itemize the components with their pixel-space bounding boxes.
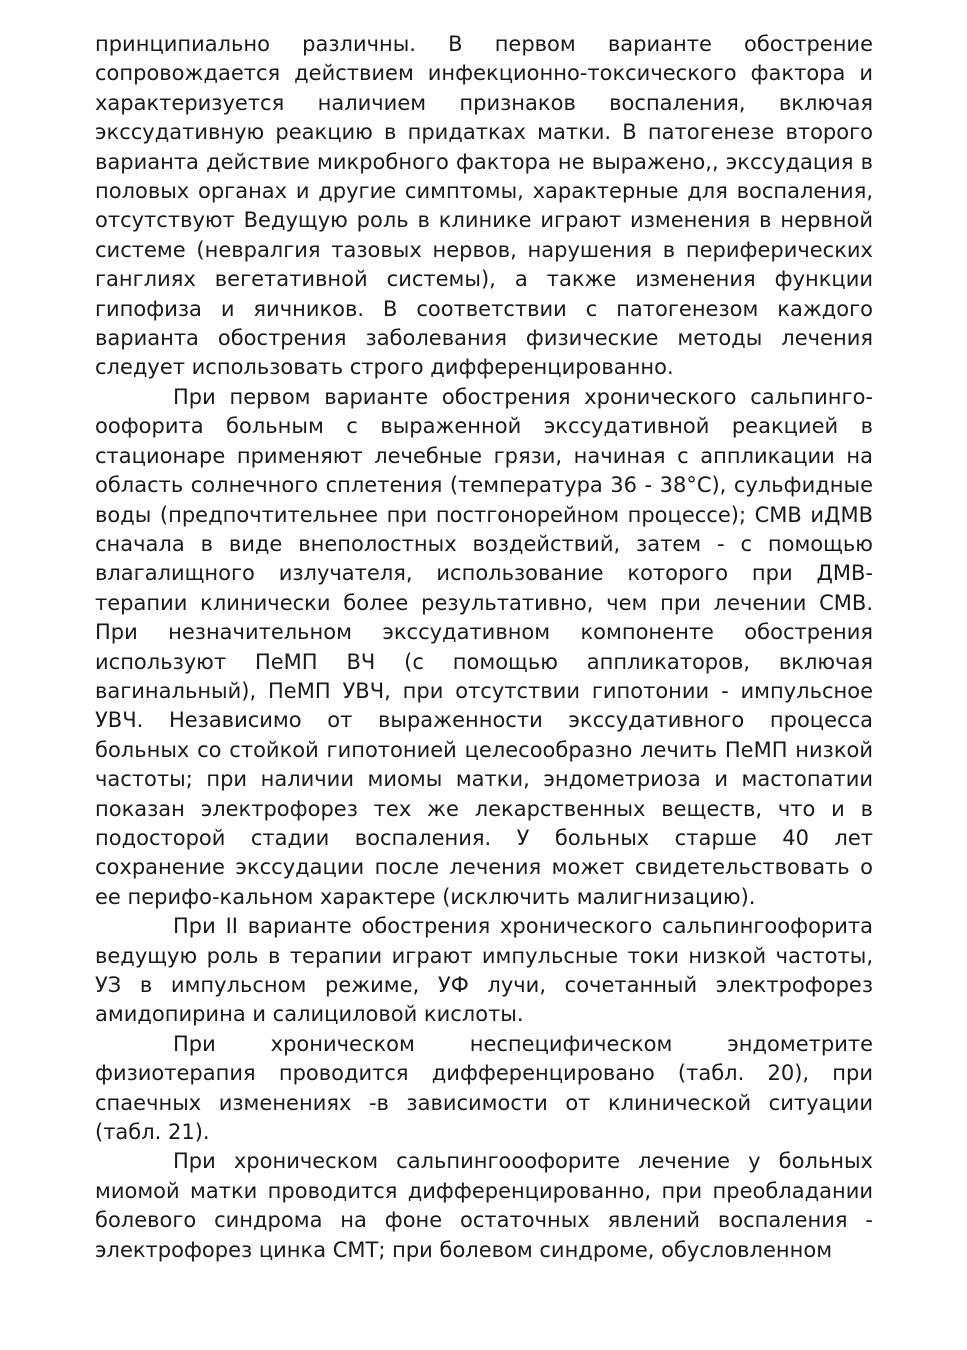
paragraph-continuation: принципиально различны. В первом варианте обострение сопровождается действием инфекционно-токсического фактора и характеризуется наличием признаков воспаления, включая экссудативную реакцию в придатках матки. В патогенезе второго варианта действие микробного фактора не выражено,, экссудация в половых органах и другие симптомы, характерные для воспаления, отсутствуют Ведущую роль в клинике играют изменения в нервной системе (невралгия тазовых нервов, нарушения в периферических ганглиях вегетативной системы), а также изменения функции гипофиза и яичников. В соответствии с патогенезом каждого варианта обострения заболевания физические методы лечения следует использовать строго дифференцированно.	[95, 32, 873, 380]
paragraph-endometritis: При хроническом неспецифическом эндометрите физиотерапия проводится дифференцировано (табл. 20), при спаечных изменениях -в зависимости от клинической ситуации (табл. 21).	[95, 1031, 873, 1145]
paragraph-first-variant: При первом варианте обострения хронического сальпинго-оофорита больным с выраженной экссудативной реакцией в стационаре применяют лечебные грязи, начиная с аппликации на область солнечного сплетения (температура 36 - 38°С), сульфидные воды (предпочтительнее при постгонорейном процессе); СМВ иДМВ сначала в виде внеполостных воздействий, затем - с помощью влагалищного излучателя, использование которого при ДМВ-терапии клинически более результативно, чем при лечении СМВ. При незначительном экссудативном компоненте обострения используют ПеМП ВЧ (с помощью аппликаторов, включая вагинальный), ПеМП УВЧ, при отсутствии гипотонии - импульсное УВЧ. Независимо от выраженности экссудативного процесса больных со стойкой гипотонией целесообразно лечить ПеМП низкой частоты; при наличии миомы матки, эндометриоза и мастопатии показан электрофорез тех же лекарственных веществ, что и в подосторой стадии воспаления. У больных старше 40 лет сохранение экссудации после лечения может свидетельствовать о ее перифо-кальном характере (исключить малигнизацию).	[95, 384, 873, 909]
paragraph-salpingoophoritis-myoma: При хроническом сальпингооофорите лечение у больных миомой матки проводится дифференцированно, при преобладании болевого синдрома на фоне остаточных явлений воспаления - электрофорез цинка СМТ; при болевом синдроме, обусловленном	[95, 1149, 873, 1262]
document-page	[95, 30, 873, 1265]
paragraph-second-variant: При II варианте обострения хронического сальпингоофорита ведущую роль в терапии играют импульсные токи низкой частоты, УЗ в импульсном режиме, УФ лучи, сочетанный электрофорез амидопирина и салициловой кислоты.	[95, 914, 873, 1027]
